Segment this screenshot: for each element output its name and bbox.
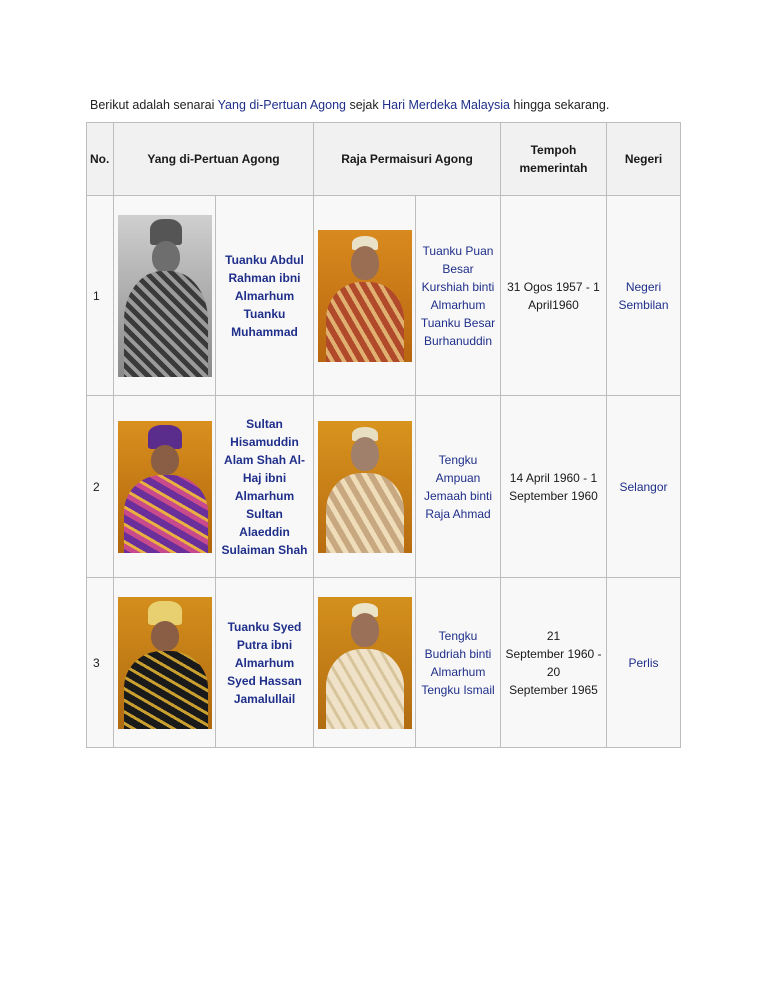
agong-table [86,122,681,748]
intro-suffix: hingga sekarang. [509,98,610,112]
agong-portrait-image[interactable] [118,421,212,553]
header-tempoh-line1: Tempoh [530,143,577,157]
permaisuri-portrait-cell [314,396,416,578]
agong-name[interactable] [216,196,314,396]
agong-name-line: Muhammad [231,324,298,339]
agong-portrait-image[interactable] [118,215,212,377]
agong-name-line: Hisamuddin [230,434,299,449]
agong-name-line: Sulaiman Shah [221,542,308,557]
table-row [87,196,681,396]
agong-portrait-cell [114,578,216,748]
header-row [87,123,681,196]
state-name[interactable] [607,578,681,748]
permaisuri-name-line: Raja Ahmad [425,506,491,521]
agong-portrait-image[interactable] [118,597,212,729]
reign-period-line: 31 Ogos 1957 - 1 [507,279,600,294]
state-name-line: Selangor [619,479,668,494]
reign-period-line: September 1965 [509,682,598,697]
agong-name-line: Rahman ibni [228,270,301,285]
row-number: 1 [87,196,114,396]
permaisuri-name[interactable] [416,196,501,396]
intro-prefix: Berikut adalah senarai [90,98,218,112]
reign-period-line: 21 [546,628,561,643]
agong-name-line: Sultan [246,506,283,521]
agong-name[interactable] [216,396,314,578]
agong-name-line: Haj ibni [242,470,287,485]
link-yang-di-pertuan-agong[interactable]: Yang di-Pertuan Agong [217,98,346,112]
reign-period-line: September 1960 [509,488,598,503]
permaisuri-name-line: Almarhum [430,664,486,679]
row-number: 2 [87,396,114,578]
state-name-line: Sembilan [618,297,669,312]
state-name[interactable] [607,396,681,578]
reign-period-line: 20 [546,664,561,679]
agong-name-line: Tuanku [243,306,286,321]
agong-name-line: Alaeddin [239,524,290,539]
agong-name-line: Almarhum [234,288,295,303]
permaisuri-name-line: Tuanku Besar [420,315,496,330]
agong-name-line: Alam Shah Al- [224,452,305,467]
header-tempoh-line2: memerintah [519,161,588,175]
permaisuri-name-line: Almarhum [430,297,486,312]
agong-name-line: Syed Hassan [227,673,302,688]
permaisuri-portrait-image[interactable] [318,230,412,362]
state-name[interactable] [607,196,681,396]
agong-name-line: Tuanku Syed [227,619,302,634]
agong-name-line: Jamalullail [233,691,296,706]
agong-name[interactable] [216,578,314,748]
permaisuri-name-line: Jemaah binti [423,488,493,503]
agong-portrait-cell [114,196,216,396]
reign-period [501,196,607,396]
agong-name-line: Putra ibni [236,637,293,652]
agong-name-line: Sultan [246,416,283,431]
state-name-line: Perlis [628,655,659,670]
intro-text [90,98,690,112]
permaisuri-name[interactable] [416,396,501,578]
permaisuri-name[interactable] [416,578,501,748]
state-name-line: Negeri [625,279,662,294]
permaisuri-name-line: Ampuan [435,470,481,485]
header-no: No. [87,123,114,196]
reign-period [501,396,607,578]
agong-name-line: Almarhum [234,488,295,503]
permaisuri-name-line: Kurshiah binti [421,279,495,294]
link-hari-merdeka-malaysia[interactable]: Hari Merdeka Malaysia [382,98,510,112]
header-negeri: Negeri [607,123,681,196]
permaisuri-name-line: Tengku Ismail [421,682,495,697]
agong-name-line: Tuanku Abdul [225,252,304,267]
header-permaisuri: Raja Permaisuri Agong [314,123,501,196]
permaisuri-name-line: Budriah binti [424,646,492,661]
permaisuri-portrait-image[interactable] [318,421,412,553]
permaisuri-name-line: Tengku [438,452,478,467]
table-row [87,396,681,578]
header-tempoh [501,123,607,196]
permaisuri-name-line: Besar [442,261,474,276]
permaisuri-portrait-cell [314,196,416,396]
header-agong: Yang di-Pertuan Agong [114,123,314,196]
reign-period-line: September 1960 - [505,646,602,661]
row-number: 3 [87,578,114,748]
agong-portrait-cell [114,396,216,578]
reign-period-line: April1960 [528,297,579,312]
permaisuri-portrait-image[interactable] [318,597,412,729]
reign-period-line: 14 April 1960 - 1 [509,470,598,485]
permaisuri-name-line: Burhanuddin [423,333,493,348]
table-row [87,578,681,748]
permaisuri-name-line: Tuanku Puan [422,243,494,258]
permaisuri-name-line: Tengku [438,628,478,643]
reign-period [501,578,607,748]
intro-middle: sejak [345,98,383,112]
agong-name-line: Almarhum [234,655,295,670]
permaisuri-portrait-cell [314,578,416,748]
